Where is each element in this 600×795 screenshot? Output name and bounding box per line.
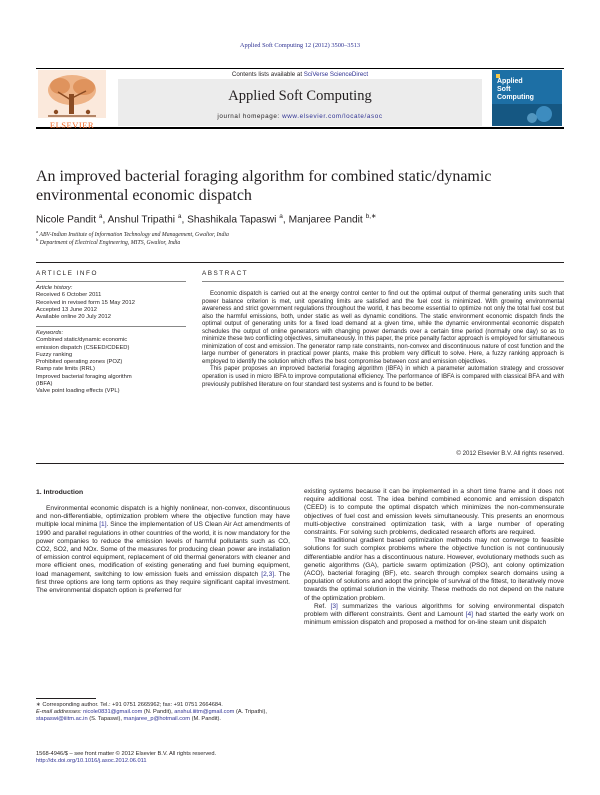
keyword-item: Fuzzy ranking <box>36 351 73 358</box>
affiliation-marker: b <box>36 237 39 242</box>
email-owner: (M. Pandit). <box>190 716 222 723</box>
doi-link[interactable]: http://dx.doi.org/10.1016/j.asoc.2012.06.011 <box>36 758 147 765</box>
intro-paragraph <box>304 537 564 603</box>
email-addresses <box>36 709 290 723</box>
intro-paragraph <box>36 505 290 595</box>
email-owner: (N. Pandit), <box>142 709 175 716</box>
affiliation-text: Department of Electrical Engineering, MITS, Gwalior, India <box>39 239 181 246</box>
affiliation-text: ABV-Indian Institute of Information Technology and Management, Gwalior, India <box>39 231 229 238</box>
author-name[interactable]: Shashikala Tapaswi <box>187 214 277 226</box>
email-link[interactable]: anshul.iiitm@gmail.com <box>174 709 235 716</box>
intro-text-run: had started the early work on minimum emission dispatch and proposed a method for on-line steam unit dispatch <box>304 611 565 627</box>
journal-reference[interactable]: Applied Soft Computing 12 (2012) 3500–3513 <box>239 42 361 49</box>
homepage-link[interactable]: www.elsevier.com/locate/asoc <box>282 113 383 120</box>
citation-link[interactable]: [1] <box>99 521 107 529</box>
paper-title: An improved bacterial foraging algorithm for combined static/dynamic environmental economic dispatch <box>36 168 492 204</box>
keyword-item: Prohibited operating zones (POZ) <box>36 359 123 366</box>
contents-prefix: Contents lists available at <box>231 71 304 78</box>
intro-paragraph <box>304 603 564 628</box>
intro-text-run: . Since the implementation of US Clean Air Act amendments of 1990 and parallel regulations in other countries of the world, it is now mandatory for the power companies to reduce the emission levels of harmful pollutants such as CO, CO2, SO2, and NOx. Some of the measures for producing clean power are installation of emission control equipment, replacement of old thermal generators with cleaner and more efficient ones, modification of existing generating and fuel burning equipment, load management, switching to low emission fuels and emission dispatch <box>36 521 291 578</box>
intro-text-run: existing systems because it can be implemented in a short time frame and it does not require additional cost. The idea behind combined economic and emission dispatch (CEED) is to compute the optimal dispatch which minimizes the non-commensurate objectives of fuel cost and emission levels simultaneously. This presents an enormous multi-objective constrained optimization task, with a large number of operating constraints. For solving such problems, dedicated research efforts are required. <box>304 488 564 537</box>
footnote-rule <box>36 698 96 699</box>
author-name[interactable]: Manjaree Pandit <box>288 214 363 226</box>
article-history-label: Article history: <box>36 285 73 291</box>
article-info-rule <box>36 281 186 282</box>
history-accepted: Accepted 13 June 2012 <box>36 306 97 313</box>
abstract-body <box>202 290 564 388</box>
intro-text-run: summarizes the various algorithms for solving environmental dispatch problem with different constraints. Gent and Lamount <box>304 602 564 619</box>
section-divider <box>36 262 564 263</box>
abstract-paragraph: This paper proposes an improved bacterial foraging algorithm (IBFA) in which a parameter automation strategy and crossover operation is used in micro IBFA to improve computational efficiency. The performance of IBFA is compared with classical BFA and with previously published literature on four standard test systems and is found to be better. <box>202 365 564 388</box>
citation-link[interactable]: [4] <box>465 611 473 619</box>
cover-title-line-1: Applied <box>497 78 523 85</box>
abstract-copyright: © 2012 Elsevier B.V. All rights reserved. <box>456 450 564 457</box>
cover-title-line-3: Computing <box>497 94 534 101</box>
elsevier-tree-logo <box>38 70 106 126</box>
email-owner: (A. Tripathi), <box>234 709 267 716</box>
issn-line: 1568-4946/$ – see front matter © 2012 Elsevier B.V. All rights reserved. <box>36 751 217 757</box>
history-online: Available online 20 July 2012 <box>36 314 111 321</box>
author-affiliation-marker[interactable]: b,∗ <box>365 213 377 220</box>
author-name[interactable]: Nicole Pandit <box>36 214 97 226</box>
article-history <box>36 285 186 321</box>
article-info-heading: ARTICLE INFO <box>36 270 98 277</box>
corresponding-author-note: ∗ Corresponding author. Tel.: +91 0751 2665962; fax: +91 0751 2664684. <box>36 702 223 708</box>
citation-link[interactable]: [3] <box>330 602 338 610</box>
contents-line <box>190 71 410 78</box>
keyword-item: Valve point loading effects (VPL) <box>36 388 120 395</box>
sciencedirect-link[interactable]: SciVerse ScienceDirect <box>303 71 369 78</box>
email-link[interactable]: manjaree_p@hotmail.com <box>123 716 191 723</box>
intro-text-run: . The first three options are long term options as they require significant capital investment. The environmental dispatch option is preferred for <box>36 570 290 595</box>
section-title-introduction: 1. Introduction <box>36 489 84 496</box>
history-received: Received 6 October 2011 <box>36 292 102 299</box>
cover-title-line-2: Soft <box>497 86 511 93</box>
keyword-item: Combined static/dynamic economic <box>36 337 128 344</box>
publisher-name: ELSEVIER <box>49 120 95 130</box>
intro-right-column <box>304 488 564 627</box>
page-footer <box>36 751 336 765</box>
keyword-item: Improved bacterial foraging algorithm <box>36 373 132 380</box>
author-affiliation-marker[interactable]: a <box>98 213 103 220</box>
footnote <box>36 702 290 724</box>
history-revised: Received in revised form 15 May 2012 <box>36 299 135 306</box>
journal-title: Applied Soft Computing <box>228 88 372 104</box>
abstract-paragraph: Economic dispatch is carried out at the energy control center to find out the optimal output of thermal generating units such that power balance criterion is met, unit operating limits are satisfied and the fuel cost is minimized. With growing environmental awareness and strict government regulations throughout the world, it has become essential to optimize not only the total fuel cost but also the harmful emissions, both, under static as well as dynamic conditions. The static environment economic dispatch finds the optimal output of generating units for a fixed load demand at a given time, while the dynamic environmental economic dispatch schedules the output of online generators with changing power demands over a certain time period (normally one day) so as to minimize these two conflicting objectives, simultaneously. In this paper, the price penalty factor approach is employed for simultaneous minimization of cost and emission. The generator ramp rate constraints, non-convex and discontinuous nature of cost function and the large number of generators in practical power plants, make this problem very difficult to solve. Here, a fuzzy ranking approach is employed to identify the solution which offers the best compromise between cost and emission objectives. <box>202 290 564 365</box>
keyword-item: emission dispatch (CSEED/CDEED) <box>36 344 130 351</box>
intro-text-run: Ref. <box>314 602 331 610</box>
header-top-rule <box>36 68 564 69</box>
keywords-label: Keywords: <box>36 330 64 336</box>
intro-paragraph <box>304 488 564 537</box>
intro-text-run: The traditional gradient based optimization methods may not converge to feasible solutions for such complex problems where the objective function is not continuously differentiable and/or has a discontinuous nature. However, evolutionary methods such as genetic algorithms (GA), particle swarm optimization (PSO), ant colony optimization (ACO), bacterial foraging (BF), etc. search through complex search domains using a population of solutions and adopt the principle of survival of the fittest, to iteratively move towards the optimal solution in the vicinity. These methods do not depend on the nature of the optimization problem. <box>304 537 564 602</box>
email-link[interactable]: stapaswi@iiitm.ac.in <box>36 716 88 723</box>
keyword-item: Ramp rate limits (RRL) <box>36 366 95 373</box>
keywords-rule <box>36 326 186 327</box>
author-affiliation-marker[interactable]: a <box>279 213 283 220</box>
author-affiliation-marker[interactable]: a <box>177 213 182 220</box>
citation-link[interactable]: [2,3] <box>261 570 275 578</box>
author-name[interactable]: Anshul Tripathi <box>107 214 175 226</box>
homepage-prefix: journal homepage: <box>217 113 283 120</box>
cover-title <box>497 78 557 102</box>
intro-text-run: Environmental economic dispatch is a highly nonlinear, non-convex, discontinuous and non-differentiable, optimization problem where the objective function may have multiple local minima <box>36 505 290 529</box>
author-list: Nicole Pandit $^a$, Anshul Tripathi $^a$, Shashikala Tapaswi $^a$, Manjaree Pandit $^{b,∗}$ <box>36 213 377 226</box>
email-label: E-mail addresses: <box>36 709 84 716</box>
abstract-heading: ABSTRACT <box>202 270 249 277</box>
header-bottom-rule <box>36 127 564 129</box>
keywords-block <box>36 330 186 396</box>
email-owner: (S. Tapaswi), <box>87 716 124 723</box>
email-link[interactable]: nicole0831@gmail.com <box>83 709 143 716</box>
intro-left-column <box>36 505 290 595</box>
affiliation-marker: a <box>36 229 39 234</box>
abstract-rule <box>202 281 564 282</box>
keyword-item: (IBFA) <box>36 381 53 388</box>
affiliation-b <box>36 237 566 246</box>
journal-homepage-line <box>118 113 482 120</box>
abstract-bottom-rule <box>36 463 564 464</box>
